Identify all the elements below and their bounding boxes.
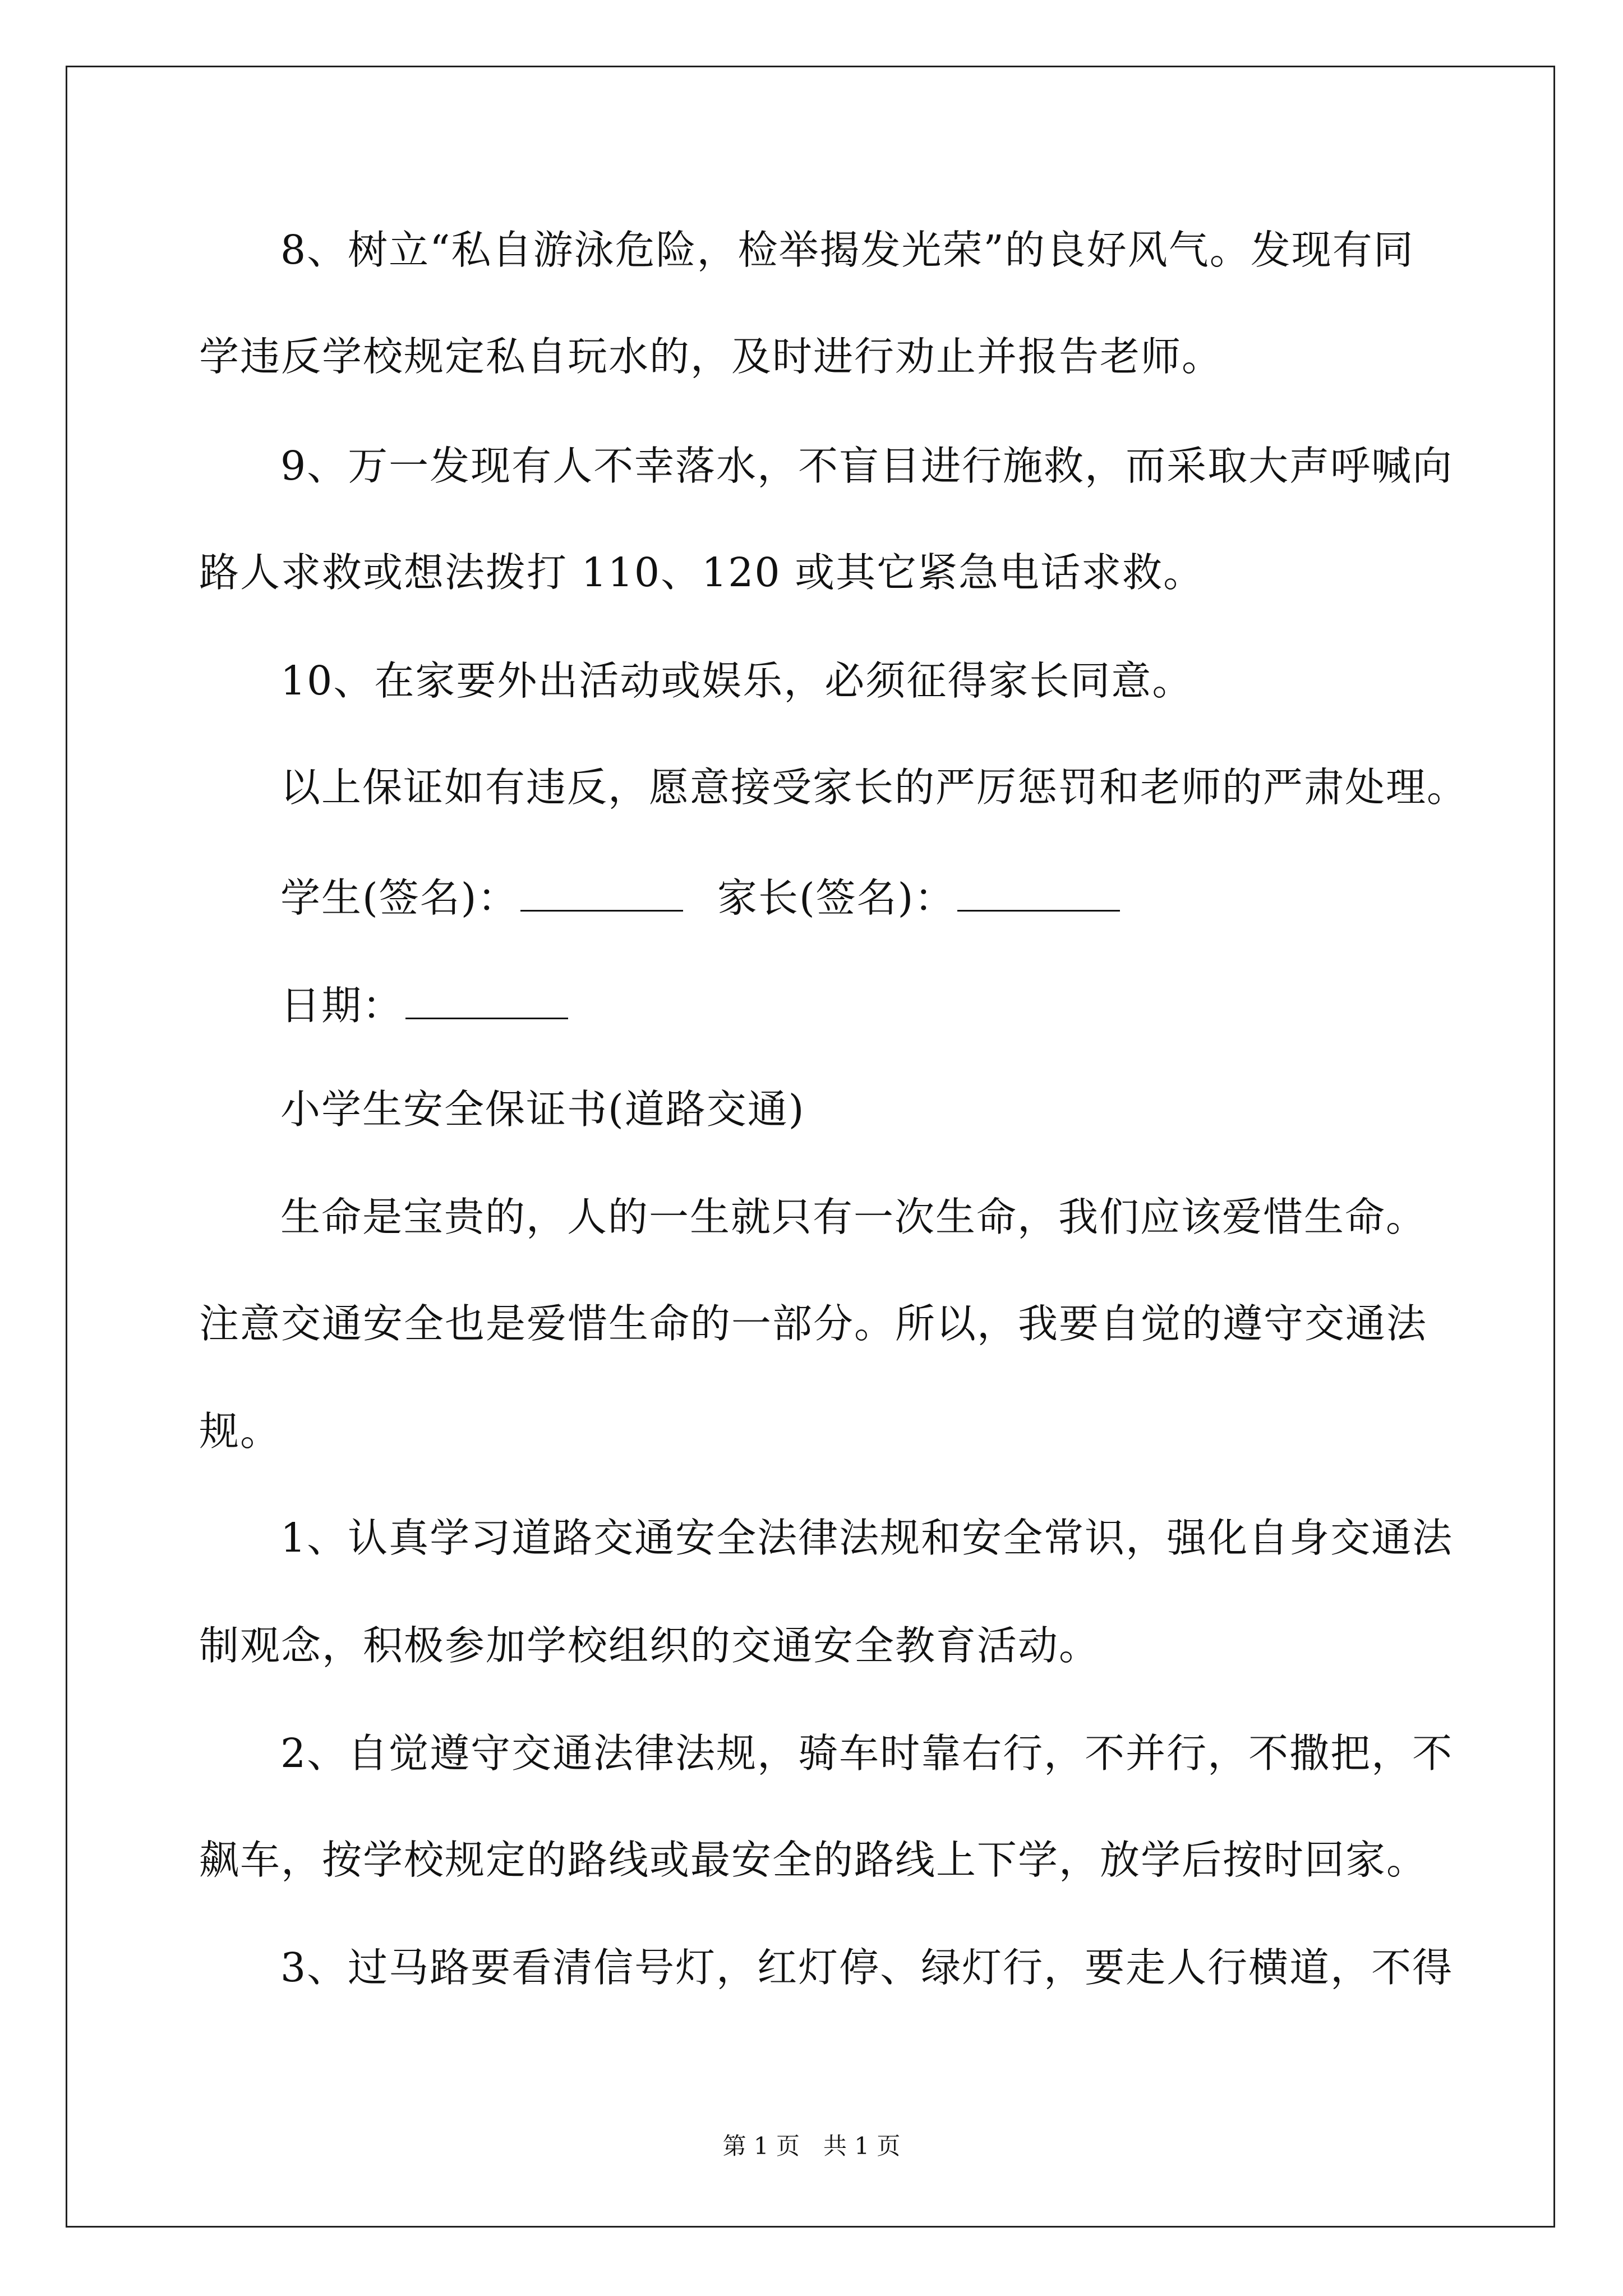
paragraph-line: 2、自觉遵守交通法律法规，骑车时靠右行，不并行，不撒把，不	[280, 1730, 1454, 1777]
paragraph-line: 飙车，按学校规定的路线或最安全的路线上下学，放学后按时回家。	[199, 1837, 1428, 1883]
paragraph-line: 3、过马路要看清信号灯，红灯停、绿灯行，要走人行横道，不得	[280, 1944, 1454, 1991]
page-border	[66, 66, 1555, 2228]
paragraph-line: 以上保证如有违反，愿意接受家长的严厉惩罚和老师的严肃处理。	[280, 764, 1468, 811]
student-signature-blank	[520, 875, 683, 912]
paragraph-line: 注意交通安全也是爱惜生命的一部分。所以，我要自觉的遵守交通法	[199, 1300, 1428, 1347]
parent-signature-label: 家长(签名)：	[717, 875, 956, 921]
date-line	[280, 982, 568, 1029]
date-label: 日期：	[280, 982, 404, 1029]
paragraph-line: 学违反学校规定私自玩水的，及时进行劝止并报告老师。	[199, 333, 1223, 380]
page-footer: 第 1 页 共 1 页	[722, 2132, 901, 2160]
paragraph-line: 路人求救或想法拨打 110、120 或其它紧急电话求救。	[199, 549, 1205, 596]
section-title: 小学生安全保证书(道路交通)	[280, 1086, 805, 1133]
date-blank	[405, 983, 568, 1019]
paragraph-line: 制观念，积极参加学校组织的交通安全教育活动。	[199, 1622, 1100, 1669]
paragraph-line: 规。	[199, 1408, 282, 1455]
paragraph-line: 9、万一发现有人不幸落水，不盲目进行施救，而采取大声呼喊向	[280, 443, 1454, 489]
student-signature-label: 学生(签名)：	[280, 875, 519, 921]
parent-signature-blank	[957, 875, 1120, 912]
signature-line	[280, 875, 1120, 921]
paragraph-line: 10、在家要外出活动或娱乐，必须征得家长同意。	[280, 657, 1193, 704]
paragraph-line: 8、树立“私自游泳危险，检举揭发光荣”的良好风气。发现有同	[280, 227, 1414, 273]
paragraph-line: 1、认真学习道路交通安全法律法规和安全常识，强化自身交通法	[280, 1515, 1454, 1561]
paragraph-line: 生命是宝贵的，人的一生就只有一次生命，我们应该爱惜生命。	[280, 1194, 1427, 1240]
